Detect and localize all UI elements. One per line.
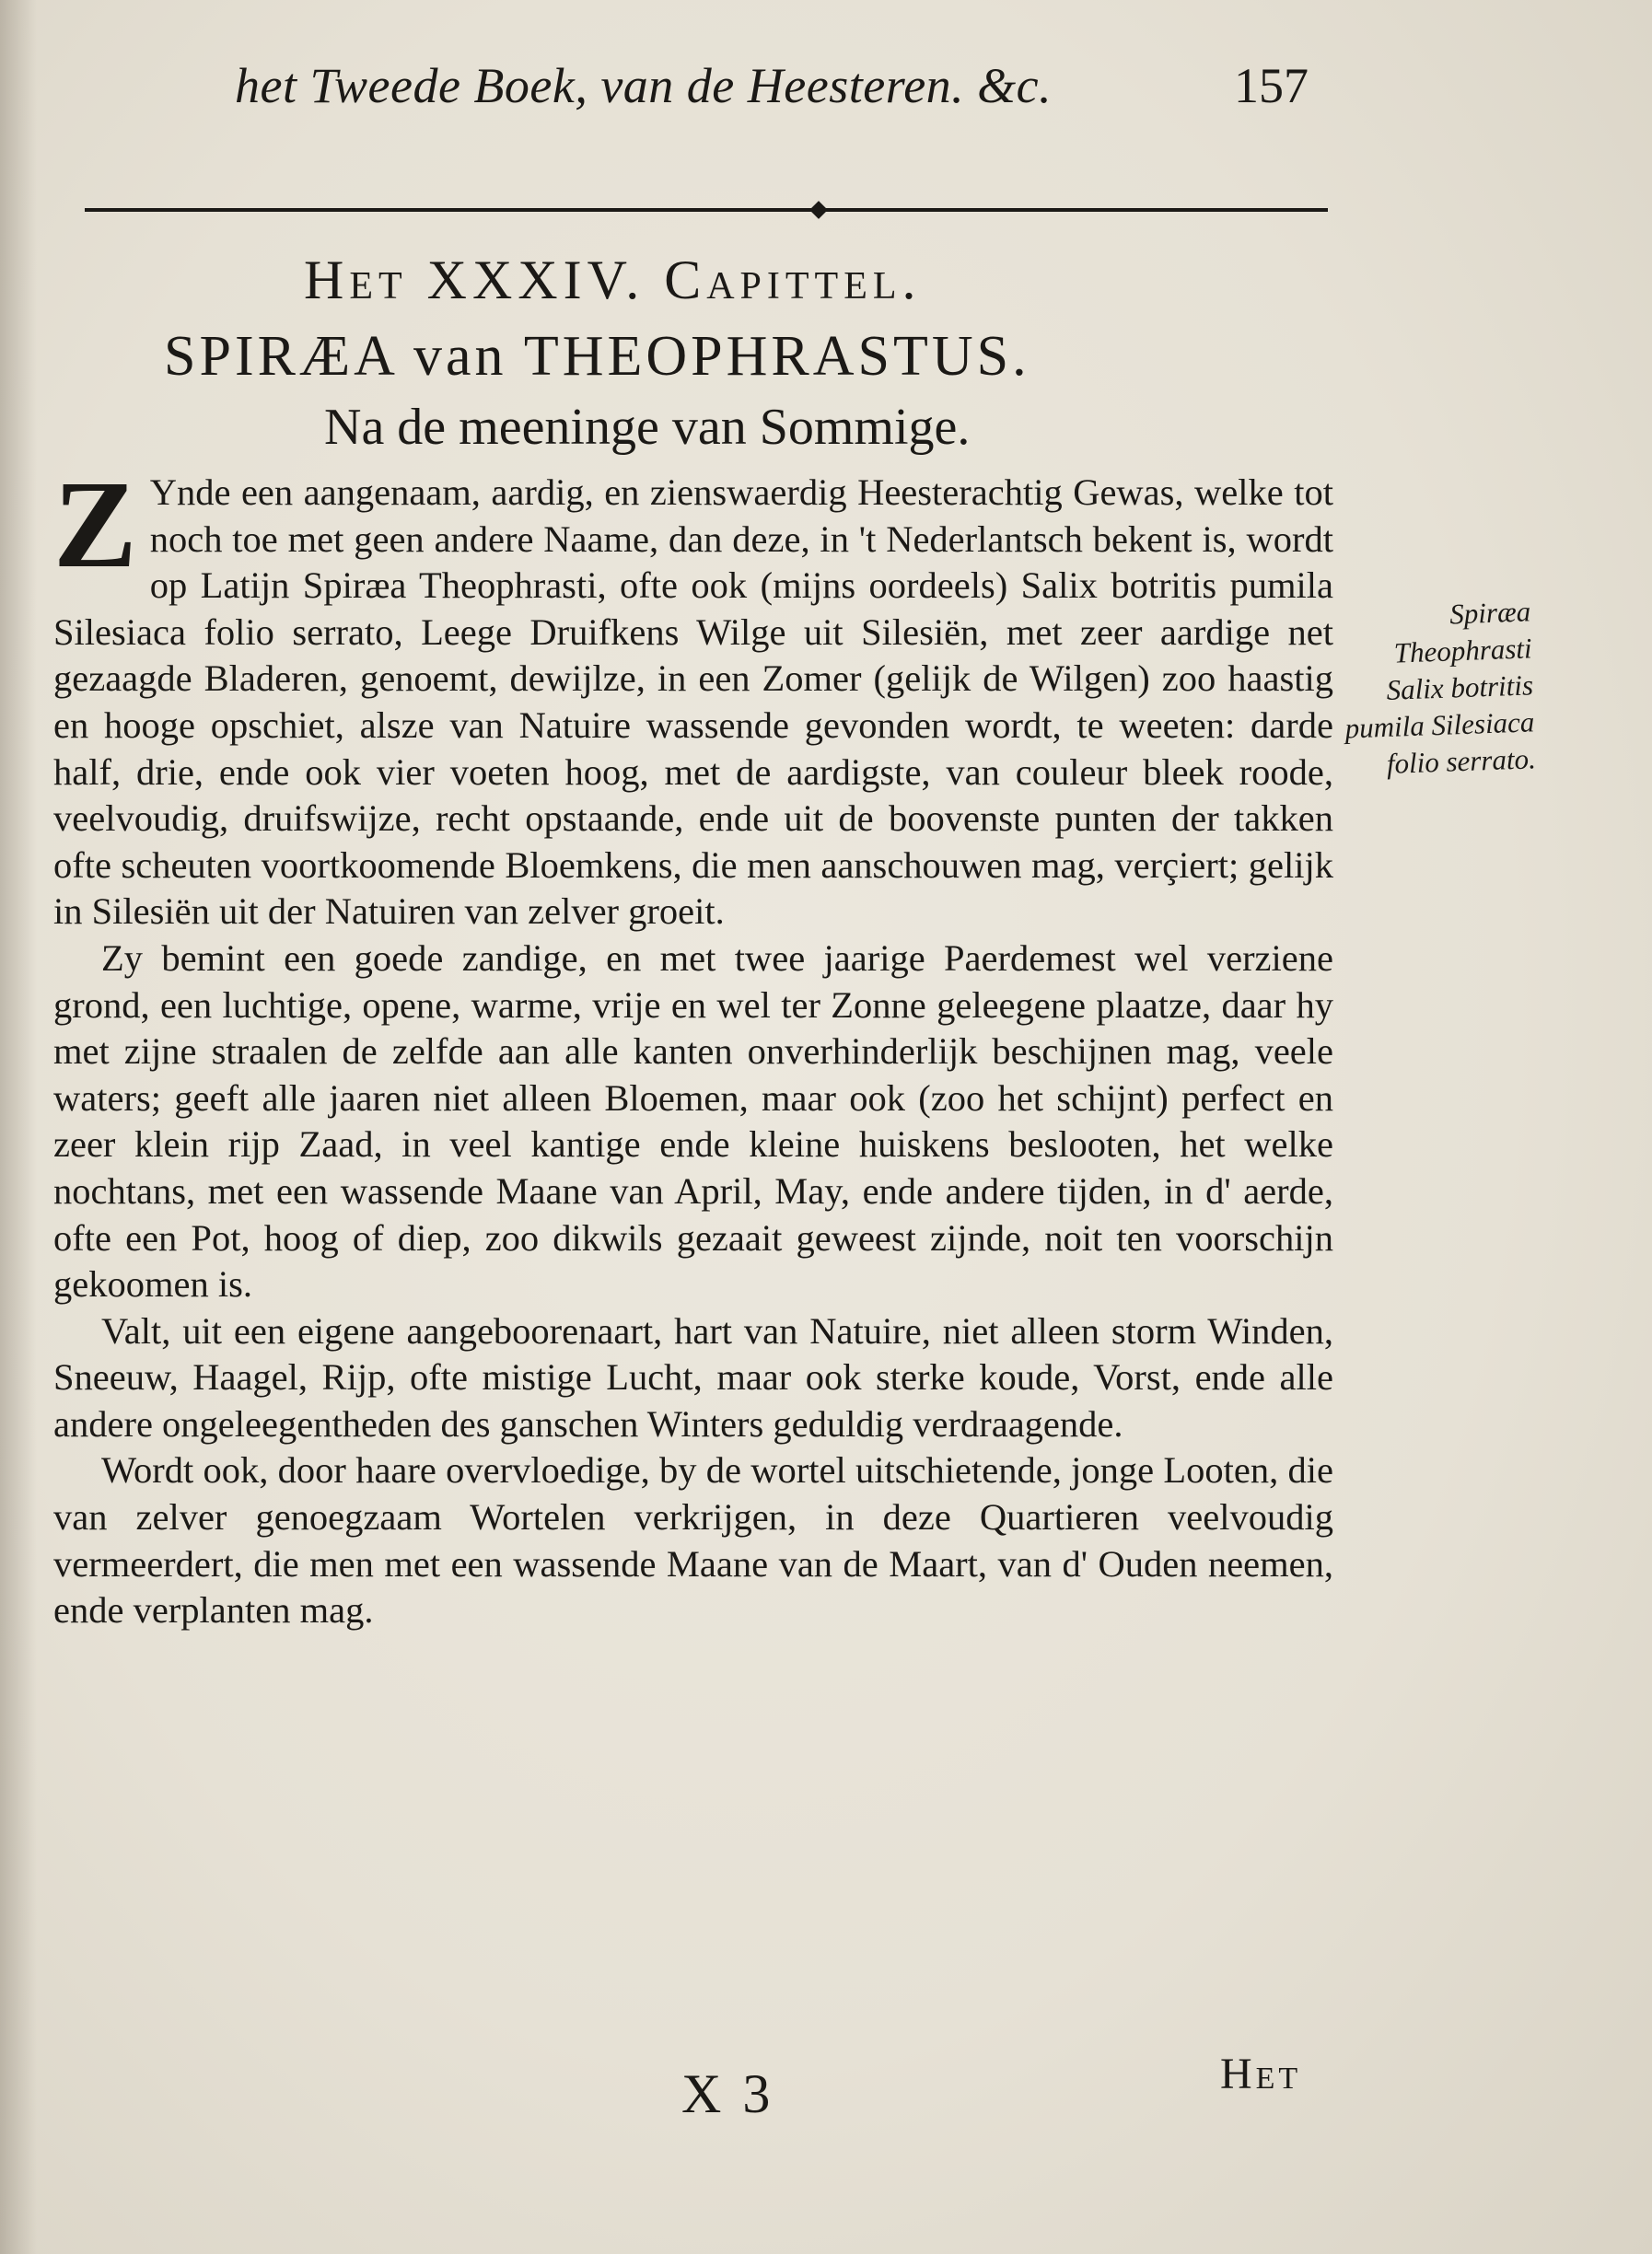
- paragraph-2: Zy bemint een goede zandige, en met twee jaarige Paerdemest wel verziene grond, een luchtige, opene, warme, vrije en wel ter Zonne geleegene plaatze, daar hy met zijne straalen de zelfde aan alle kanten onverhinderlijk beschijnen mag, veele waters; geeft alle jaaren niet alleen Bloemen, maar ook (zoo het schijnt) perfect en zeer klein rijp Zaad, in veel kantige ende kleine huiskens beslooten, het welke nochtans, met een wassende Maane van April, May, ende andere tijden, in d' aerde, ofte een Pot, hoog of diep, zoo dikwils gezaait geweest zijnde, noit ten voorschijn gekoomen is.: [53, 936, 1333, 1306]
- header-rule: [85, 208, 1328, 212]
- chapter-heading: Het XXXIV. Capittel.: [304, 250, 922, 310]
- plant-title: SPIRÆA van THEOPHRASTUS.: [164, 325, 1030, 388]
- plant-subtitle: Na de meeninge van Sommige.: [324, 399, 971, 456]
- page-number: 157: [1234, 58, 1309, 113]
- running-head: het Tweede Boek, van de Heesteren. &c.: [235, 58, 1053, 113]
- signature-mark: X 3: [681, 2063, 774, 2124]
- paragraph-1-text: Ynde een aangenaam, aardig, en zienswaerdig Heesterachtig Gewas, welke tot noch toe met geen andere Naame, dan deze, in 't Nederlantsch bekent is, wordt op Latijn Spiræa Theophrasti, ofte ook (mijns oordeels) Salix botritis pumila Silesiaca folio serrato, Leege Druifkens Wilge uit Silesiën, met zeer aardige net gezaagde Bladeren, genoemt, dewijlze, in een Zomer (gelijk de Wilgen) zoo haastig en hooge opschiet, alsze van Natuire wassende gevonden wordt, te weeten: darde half, drie, ende ook vier voeten hoog, met de aardigste, van couleur bleek roode, veelvoudig, druifswijze, recht opstaande, ende uit de boovenste punten der takken ofte scheuten voortkoomende Bloemkens, die men aanschouwen mag, verçiert; gelijk in Silesiën uit der Natuiren van zelver groeit.: [53, 471, 1333, 933]
- drop-cap: Z: [53, 456, 137, 594]
- marginal-note: Spiræa Theophrasti Salix botritis pumila Silesiaca folio serrato.: [1344, 595, 1537, 780]
- paragraph-3: Valt, uit een eigene aangeboorenaart, hart van Natuire, niet alleen storm Winden, Sneeuw, Haagel, Rijp, ofte mistige Lucht, maar ook sterke koude, Vorst, ende alle andere ongeleegentheden des ganschen Winters geduldig verdraagende.: [53, 1309, 1333, 1445]
- catchword: Het: [1220, 2050, 1302, 2098]
- paragraph-1: [53, 456, 1333, 935]
- paragraph-4: Wordt ook, door haare overvloedige, by de wortel uitschietende, jonge Looten, die van zelver genoegzaam Wortelen verkrijgen, in deze Quartieren veelvoudig vermeerdert, die men met een wassende Maane van de Maart, van d' Ouden neemen, ende verplanten mag.: [53, 1449, 1333, 1632]
- spine-shadow: [0, 0, 37, 2254]
- body-text: [53, 456, 1333, 1634]
